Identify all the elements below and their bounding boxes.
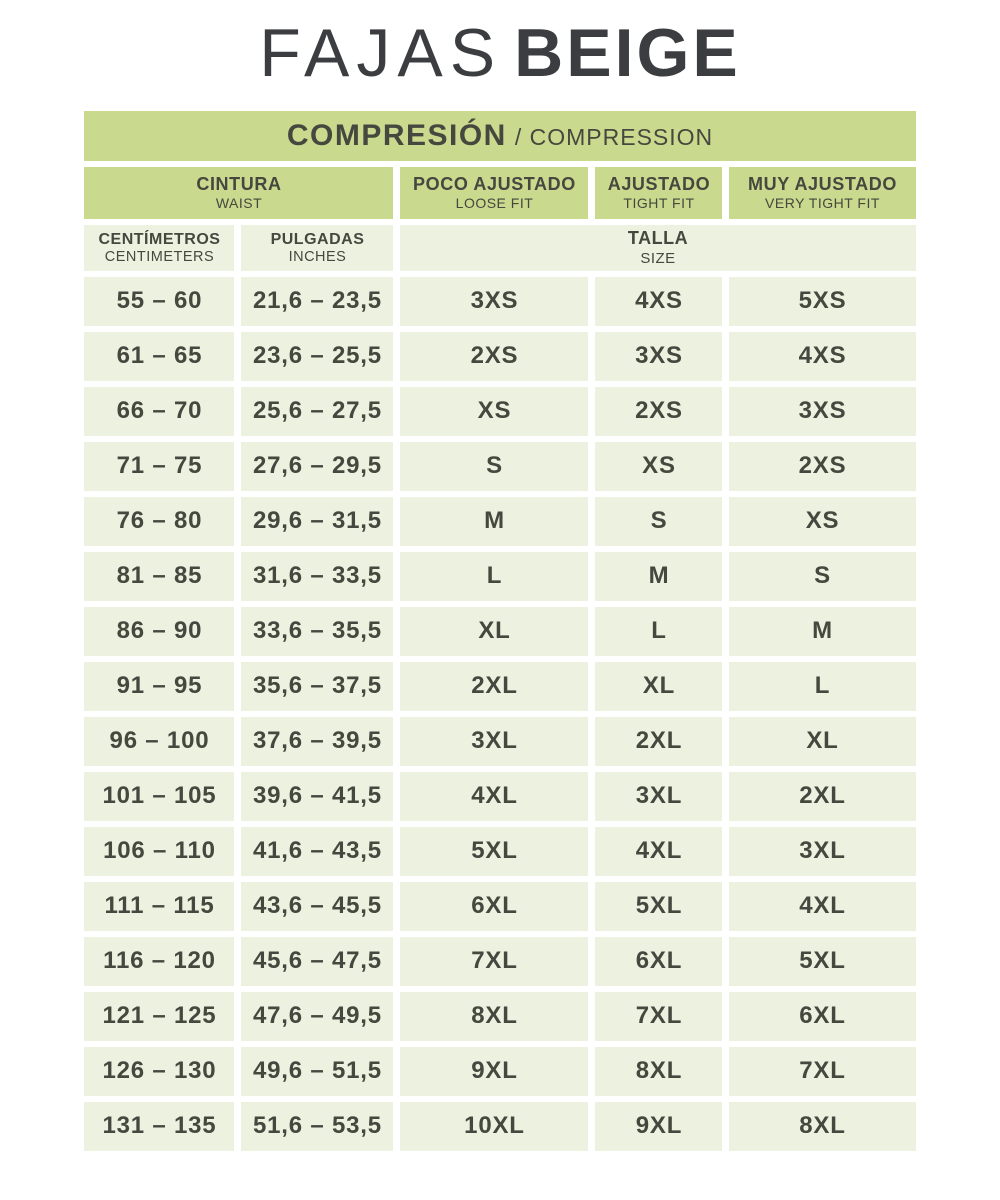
tight-fit-size-cell: S bbox=[595, 497, 722, 546]
loose-fit-size-cell: 6XL bbox=[400, 882, 588, 931]
cm-range-cell: 86 – 90 bbox=[84, 607, 234, 656]
very-tight-fit-size-cell: 3XL bbox=[729, 827, 915, 876]
loose-fit-size-cell: 10XL bbox=[400, 1102, 588, 1151]
loose-fit-label-es: POCO AJUSTADO bbox=[413, 173, 576, 194]
table-row bbox=[84, 772, 915, 821]
banner-label-en: / COMPRESSION bbox=[514, 123, 714, 150]
tight-fit-size-cell: M bbox=[595, 552, 722, 601]
tight-fit-size-cell: 7XL bbox=[595, 992, 722, 1041]
waist-label-es: CINTURA bbox=[196, 173, 282, 194]
tight-fit-size-cell: XL bbox=[595, 662, 722, 711]
size-label-en: SIZE bbox=[640, 249, 676, 267]
size-chart-header bbox=[84, 111, 915, 271]
loose-fit-size-cell: S bbox=[400, 442, 588, 491]
table-row bbox=[84, 442, 915, 491]
loose-fit-size-cell: 3XS bbox=[400, 277, 588, 326]
loose-fit-size-cell: M bbox=[400, 497, 588, 546]
inches-range-cell: 47,6 – 49,5 bbox=[241, 992, 393, 1041]
very-tight-fit-size-cell: 5XS bbox=[729, 277, 915, 326]
size-table-body bbox=[84, 277, 915, 1151]
cm-range-cell: 61 – 65 bbox=[84, 332, 234, 381]
cm-range-cell: 101 – 105 bbox=[84, 772, 234, 821]
inches-range-cell: 21,6 – 23,5 bbox=[241, 277, 393, 326]
inches-range-cell: 43,6 – 45,5 bbox=[241, 882, 393, 931]
table-row bbox=[84, 332, 915, 381]
inches-range-cell: 31,6 – 33,5 bbox=[241, 552, 393, 601]
loose-fit-size-cell: XS bbox=[400, 387, 588, 436]
column-header-loose-fit bbox=[400, 167, 588, 219]
loose-fit-size-cell: 5XL bbox=[400, 827, 588, 876]
inches-range-cell: 39,6 – 41,5 bbox=[241, 772, 393, 821]
inches-range-cell: 25,6 – 27,5 bbox=[241, 387, 393, 436]
table-row bbox=[84, 552, 915, 601]
very-tight-fit-size-cell: 4XL bbox=[729, 882, 915, 931]
page-title-variant: BEIGE bbox=[514, 15, 741, 91]
cm-range-cell: 96 – 100 bbox=[84, 717, 234, 766]
column-header-inches bbox=[241, 225, 393, 271]
column-header-very-tight-fit bbox=[729, 167, 915, 219]
tight-fit-size-cell: 2XS bbox=[595, 387, 722, 436]
tight-fit-size-cell: 6XL bbox=[595, 937, 722, 986]
tight-fit-size-cell: 2XL bbox=[595, 717, 722, 766]
cm-range-cell: 71 – 75 bbox=[84, 442, 234, 491]
loose-fit-size-cell: 2XS bbox=[400, 332, 588, 381]
loose-fit-size-cell: 4XL bbox=[400, 772, 588, 821]
loose-fit-size-cell: 3XL bbox=[400, 717, 588, 766]
column-header-centimeters bbox=[84, 225, 234, 271]
inches-range-cell: 35,6 – 37,5 bbox=[241, 662, 393, 711]
very-tight-fit-size-cell: M bbox=[729, 607, 915, 656]
waist-label-en: WAIST bbox=[215, 195, 263, 212]
cm-range-cell: 81 – 85 bbox=[84, 552, 234, 601]
tight-fit-size-cell: 5XL bbox=[595, 882, 722, 931]
very-tight-fit-size-cell: S bbox=[729, 552, 915, 601]
very-tight-fit-label-es: MUY AJUSTADO bbox=[748, 173, 897, 194]
very-tight-fit-size-cell: 8XL bbox=[729, 1102, 915, 1151]
table-row bbox=[84, 497, 915, 546]
tight-fit-size-cell: 4XS bbox=[595, 277, 722, 326]
size-chart-table bbox=[77, 105, 922, 1157]
loose-fit-size-cell: XL bbox=[400, 607, 588, 656]
sub-header-row bbox=[84, 225, 915, 271]
table-row bbox=[84, 277, 915, 326]
banner-label-es: COMPRESIÓN bbox=[286, 118, 507, 152]
inches-range-cell: 37,6 – 39,5 bbox=[241, 717, 393, 766]
cm-range-cell: 76 – 80 bbox=[84, 497, 234, 546]
column-header-size bbox=[400, 225, 915, 271]
page-title bbox=[0, 16, 1000, 91]
tight-fit-size-cell: 8XL bbox=[595, 1047, 722, 1096]
table-row bbox=[84, 992, 915, 1041]
loose-fit-size-cell: L bbox=[400, 552, 588, 601]
table-row bbox=[84, 1047, 915, 1096]
tight-fit-size-cell: 9XL bbox=[595, 1102, 722, 1151]
inches-range-cell: 29,6 – 31,5 bbox=[241, 497, 393, 546]
inches-range-cell: 45,6 – 47,5 bbox=[241, 937, 393, 986]
cm-range-cell: 55 – 60 bbox=[84, 277, 234, 326]
very-tight-fit-size-cell: 6XL bbox=[729, 992, 915, 1041]
very-tight-fit-size-cell: 3XS bbox=[729, 387, 915, 436]
very-tight-fit-size-cell: 2XS bbox=[729, 442, 915, 491]
table-row bbox=[84, 662, 915, 711]
tight-fit-size-cell: 3XL bbox=[595, 772, 722, 821]
cm-range-cell: 126 – 130 bbox=[84, 1047, 234, 1096]
table-row bbox=[84, 882, 915, 931]
loose-fit-label-en: LOOSE FIT bbox=[455, 195, 534, 212]
very-tight-fit-size-cell: 4XS bbox=[729, 332, 915, 381]
tight-fit-label-es: AJUSTADO bbox=[607, 173, 711, 194]
very-tight-fit-size-cell: 7XL bbox=[729, 1047, 915, 1096]
table-row bbox=[84, 937, 915, 986]
table-row bbox=[84, 827, 915, 876]
compression-banner bbox=[84, 111, 915, 161]
loose-fit-size-cell: 8XL bbox=[400, 992, 588, 1041]
column-header-waist bbox=[84, 167, 393, 219]
centimeters-label-es: CENTÍMETROS bbox=[98, 230, 221, 248]
inches-range-cell: 27,6 – 29,5 bbox=[241, 442, 393, 491]
table-row bbox=[84, 1102, 915, 1151]
tight-fit-label-en: TIGHT FIT bbox=[623, 195, 695, 212]
cm-range-cell: 116 – 120 bbox=[84, 937, 234, 986]
very-tight-fit-size-cell: XL bbox=[729, 717, 915, 766]
inches-range-cell: 49,6 – 51,5 bbox=[241, 1047, 393, 1096]
cm-range-cell: 131 – 135 bbox=[84, 1102, 234, 1151]
loose-fit-size-cell: 9XL bbox=[400, 1047, 588, 1096]
loose-fit-size-cell: 7XL bbox=[400, 937, 588, 986]
page-title-brand: FAJAS bbox=[259, 15, 503, 91]
inches-label-es: PULGADAS bbox=[270, 230, 365, 248]
inches-range-cell: 41,6 – 43,5 bbox=[241, 827, 393, 876]
table-row bbox=[84, 607, 915, 656]
size-label-es: TALLA bbox=[627, 228, 689, 248]
group-header-row bbox=[84, 167, 915, 219]
loose-fit-size-cell: 2XL bbox=[400, 662, 588, 711]
tight-fit-size-cell: 4XL bbox=[595, 827, 722, 876]
inches-label-en: INCHES bbox=[288, 248, 347, 265]
very-tight-fit-size-cell: 5XL bbox=[729, 937, 915, 986]
table-row bbox=[84, 717, 915, 766]
banner-row bbox=[84, 111, 915, 161]
cm-range-cell: 106 – 110 bbox=[84, 827, 234, 876]
centimeters-label-en: CENTIMETERS bbox=[104, 248, 215, 265]
table-row bbox=[84, 387, 915, 436]
tight-fit-size-cell: L bbox=[595, 607, 722, 656]
inches-range-cell: 23,6 – 25,5 bbox=[241, 332, 393, 381]
very-tight-fit-size-cell: L bbox=[729, 662, 915, 711]
very-tight-fit-size-cell: 2XL bbox=[729, 772, 915, 821]
very-tight-fit-label-en: VERY TIGHT FIT bbox=[765, 195, 880, 212]
cm-range-cell: 66 – 70 bbox=[84, 387, 234, 436]
column-header-tight-fit bbox=[595, 167, 722, 219]
inches-range-cell: 51,6 – 53,5 bbox=[241, 1102, 393, 1151]
inches-range-cell: 33,6 – 35,5 bbox=[241, 607, 393, 656]
cm-range-cell: 91 – 95 bbox=[84, 662, 234, 711]
tight-fit-size-cell: XS bbox=[595, 442, 722, 491]
cm-range-cell: 111 – 115 bbox=[84, 882, 234, 931]
cm-range-cell: 121 – 125 bbox=[84, 992, 234, 1041]
very-tight-fit-size-cell: XS bbox=[729, 497, 915, 546]
tight-fit-size-cell: 3XS bbox=[595, 332, 722, 381]
